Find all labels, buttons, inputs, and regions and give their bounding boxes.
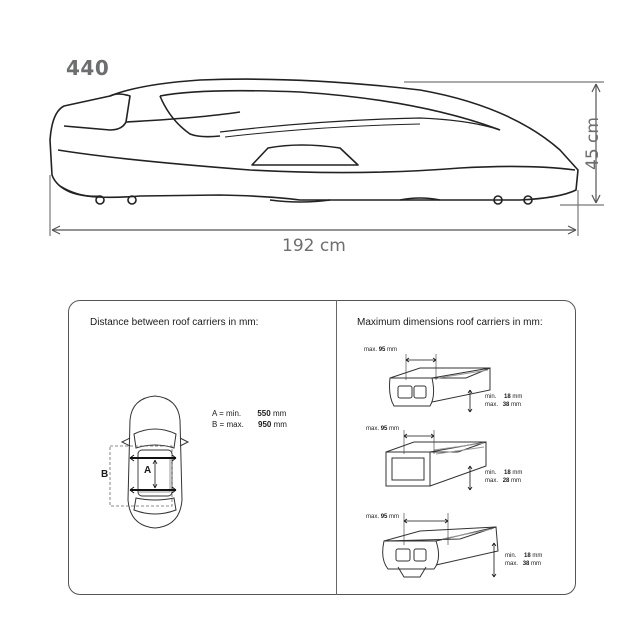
profile-2-width-unit: mm bbox=[389, 426, 400, 432]
profile-2-height-max bbox=[485, 477, 521, 485]
profile-3-height-max bbox=[505, 560, 541, 568]
carrier-profile-square bbox=[370, 428, 523, 498]
profile-1-width-unit: mm bbox=[387, 347, 398, 353]
profile-2-max-prefix: max. bbox=[485, 478, 499, 484]
right-panel-title: Maximum dimensions roof carriers in mm: bbox=[357, 317, 543, 328]
profile-3-width-unit: mm bbox=[389, 514, 400, 520]
spec-a-unit: mm bbox=[272, 409, 287, 418]
left-panel-title: Distance between roof carriers in mm: bbox=[90, 317, 259, 328]
panel-divider bbox=[336, 300, 337, 595]
profile-3-max-prefix: max. bbox=[505, 561, 519, 567]
profile-2-min-prefix: min. bbox=[485, 470, 497, 476]
profile-3-height-min bbox=[505, 552, 542, 560]
profile-3-min-unit: mm bbox=[532, 553, 543, 559]
profile-2-width bbox=[366, 425, 399, 433]
profile-2-height-min bbox=[485, 469, 522, 477]
profile-2-width-value: 95 bbox=[380, 426, 388, 432]
profile-1-max-value: 38 bbox=[502, 402, 510, 408]
profile-3-min-value: 18 bbox=[524, 553, 531, 559]
profile-3-width-prefix: max. bbox=[366, 514, 380, 520]
profile-1-max-prefix: max. bbox=[485, 402, 499, 408]
profile-2-min-value: 18 bbox=[504, 470, 511, 476]
spec-a-line bbox=[212, 408, 286, 419]
carrier-profile-aero bbox=[370, 350, 523, 420]
profile-2-min-unit: mm bbox=[512, 470, 523, 476]
profile-1-width bbox=[364, 346, 397, 354]
car-top-view bbox=[100, 390, 210, 540]
profile-2-max-value: 28 bbox=[502, 478, 510, 484]
profile-1-width-prefix: max. bbox=[364, 347, 378, 353]
spec-b-prefix: B = max. bbox=[212, 420, 244, 429]
profile-2-width-prefix: max. bbox=[366, 426, 380, 432]
length-dimension-label: 192 cm bbox=[282, 236, 346, 256]
spec-b-unit: mm bbox=[273, 420, 287, 429]
spec-a-prefix: A = min. bbox=[212, 409, 242, 418]
profile-1-height-min bbox=[485, 393, 522, 401]
profile-1-height-max bbox=[485, 401, 521, 409]
carrier-distance-label-a: A bbox=[144, 465, 152, 476]
profile-1-min-unit: mm bbox=[512, 394, 523, 400]
model-number: 440 bbox=[66, 56, 110, 80]
profile-1-min-value: 18 bbox=[504, 394, 511, 400]
profile-3-min-prefix: min. bbox=[505, 553, 517, 559]
carrier-distance-label-b: B bbox=[101, 469, 109, 480]
height-dimension-label: 45 cm bbox=[583, 117, 603, 170]
profile-1-width-value: 95 bbox=[378, 347, 386, 353]
profile-3-width bbox=[366, 513, 399, 521]
profile-3-max-unit: mm bbox=[531, 561, 542, 567]
profile-2-max-unit: mm bbox=[511, 478, 522, 484]
profile-1-min-prefix: min. bbox=[485, 394, 497, 400]
profile-1-max-unit: mm bbox=[511, 402, 522, 408]
spec-a-value: 550 bbox=[257, 409, 271, 418]
profile-3-max-value: 38 bbox=[522, 561, 530, 567]
spec-b-value: 950 bbox=[258, 420, 272, 429]
profile-3-width-value: 95 bbox=[380, 514, 388, 520]
spec-b-line bbox=[212, 419, 287, 430]
